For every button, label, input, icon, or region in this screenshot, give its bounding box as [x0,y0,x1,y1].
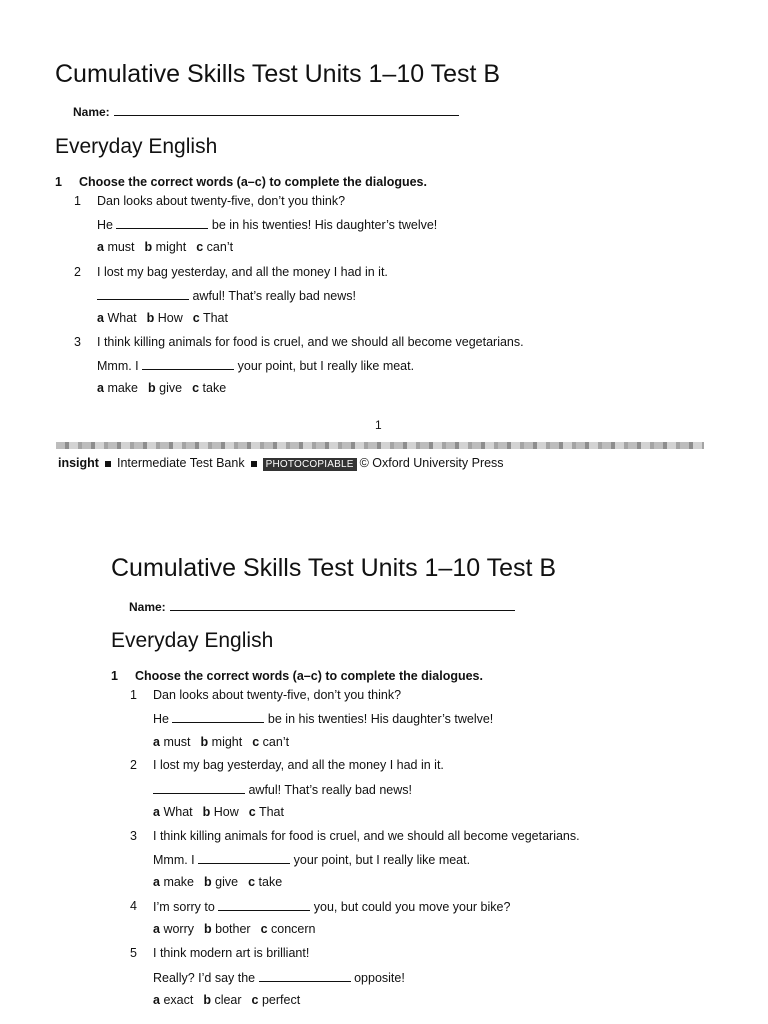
page-2 [0,500,768,1024]
question-3-options: a make b give c take [97,381,227,395]
square-bullet-icon [251,461,257,467]
name-row [129,599,515,614]
question-1-answer-line: He be in his twenties! His daughter’s twelve! [97,218,438,232]
publisher-label: © Oxford University Press [359,456,504,470]
question-4-options: a worry b bother c concern [153,922,316,936]
footer [58,456,504,470]
question-number: 1 [130,688,137,702]
question-1-options: a must b might c can’t [153,735,290,749]
question-1-answer-line: He be in his twenties! His daughter’s twelve! [153,712,494,726]
test-title: Cumulative Skills Test Units 1–10 Test B [55,60,501,88]
question-3-prompt: I think killing animals for food is cruel, and we should all become vegetarians. [153,829,580,843]
question-5-options: a exact b clear c perfect [153,993,301,1007]
question-3-answer-line: Mmm. I your point, but I really like meat. [97,359,415,373]
question-3-options: a make b give c take [153,875,283,889]
name-line [170,599,515,611]
page-1 [0,0,768,500]
question-number: 3 [130,829,137,843]
exercise-number: 1 [111,669,118,683]
question-2-prompt: I lost my bag yesterday, and all the money I had in it. [153,758,444,772]
question-1-prompt: Dan looks about twenty-five, don’t you think? [97,194,346,208]
exercise-instruction [55,175,427,189]
section-title: Everyday English [111,629,274,652]
question-number: 2 [130,758,137,772]
section-title: Everyday English [55,135,218,158]
answer-blank [218,899,310,911]
brand-logo: insight [58,456,99,470]
question-2-answer-line: awful! That’s really bad news! [97,288,356,303]
answer-blank [198,852,290,864]
photocopiable-badge: PHOTOCOPIABLE [263,458,357,471]
question-number: 4 [130,899,137,913]
footer-band [56,442,704,449]
question-1-prompt: Dan looks about twenty-five, don’t you think? [153,688,402,702]
exercise-number: 1 [55,175,62,189]
name-label: Name: [73,105,110,119]
instruction-text: Choose the correct words (a–c) to complete the dialogues. [135,669,483,683]
question-number: 1 [74,194,81,208]
square-bullet-icon [105,461,111,467]
question-number: 3 [74,335,81,349]
answer-blank [116,217,208,229]
answer-blank [97,288,189,300]
answer-blank [142,358,234,370]
question-4-prompt: I’m sorry to you, but could you move your bike? [153,900,511,914]
question-2-options: a What b How c That [97,311,228,325]
exercise-instruction [111,669,483,683]
question-2-prompt: I lost my bag yesterday, and all the money I had in it. [97,265,388,279]
test-title: Cumulative Skills Test Units 1–10 Test B [111,554,557,582]
question-3-answer-line: Mmm. I your point, but I really like meat. [153,853,471,867]
answer-blank [153,782,245,794]
test-bank-label: Intermediate Test Bank [116,456,245,470]
question-2-options: a What b How c That [153,805,284,819]
instruction-text: Choose the correct words (a–c) to complete the dialogues. [79,175,427,189]
page-number: 1 [375,418,382,432]
answer-blank [259,970,351,982]
question-number: 2 [74,265,81,279]
question-5-prompt: I think modern art is brilliant! [153,946,310,960]
name-row [73,104,459,119]
question-5-answer-line: Really? I’d say the opposite! [153,971,405,985]
question-1-options: a must b might c can’t [97,240,234,254]
question-3-prompt: I think killing animals for food is cruel, and we should all become vegetarians. [97,335,524,349]
question-2-answer-line: awful! That’s really bad news! [153,782,412,797]
name-label: Name: [129,600,166,614]
name-line [114,104,459,116]
answer-blank [172,711,264,723]
question-number: 5 [130,946,137,960]
